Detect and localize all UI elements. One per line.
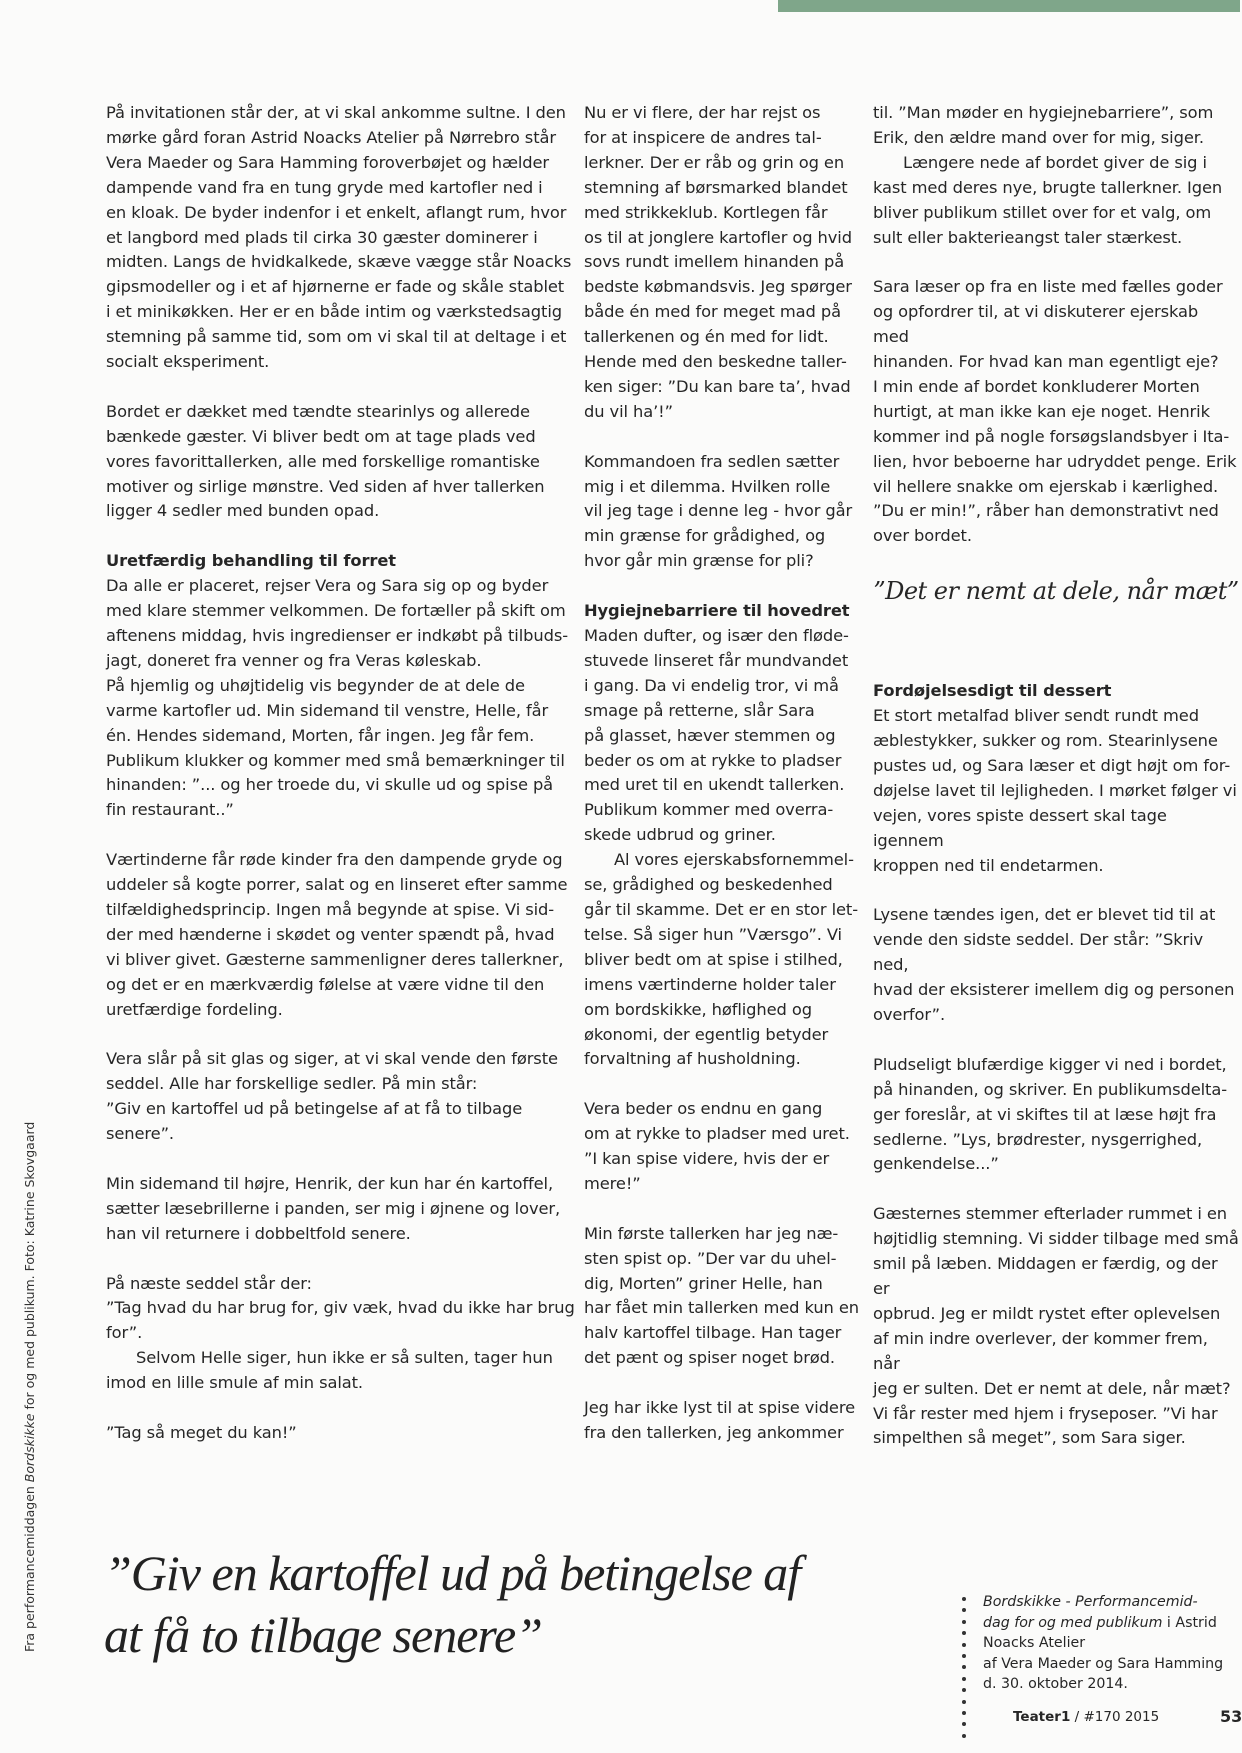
paragraph: Lysene tændes igen, det er blevet tid til at vende den sidste seddel. Der står: ”Skriv ned, hvad der eksisterer imellem dig og personen overfor”. [873, 905, 1235, 1025]
paragraph: Min første tallerken har jeg næ- sten spist op. ”Der var du uhel- dig, Morten” griner Helle, han har fået min tallerken med kun en halv kartoffel tilbage. Han tager det pænt og spiser noget brød. [584, 1223, 859, 1368]
paragraph: Et stort metalfad bliver sendt rundt med æblestykker, sukker og rom. Stearinlysene pustes ud, og Sara læser et digt højt om for- døjelse lavet til lejligheden. I mørket følger vi vejen, vores spiste dessert skal tage igennem kroppen ned til endetarmen. [873, 706, 1237, 875]
subheading: Uretfærdig behandling til forret [106, 551, 396, 571]
column-3 [873, 101, 1239, 1451]
subheading: Fordøjelsesdigt til dessert [873, 681, 1112, 701]
paragraph: Vera slår på sit glas og siger, at vi skal vende den første seddel. Alle har forskellige sedler. På min står: ”Giv en kartoffel ud på betingelse af at få to tilbage senere”. [106, 1049, 558, 1144]
paragraph: På næste seddel står der: ”Tag hvad du har brug for, giv væk, hvad du ikke har brug for”. [106, 1273, 575, 1343]
top-accent-bar [778, 0, 1240, 12]
caption-dots [962, 1597, 968, 1738]
page-number: 53 [1220, 1707, 1242, 1726]
column-1 [106, 101, 576, 1446]
paragraph: til. ”Man møder en hygiejnebarriere”, som Erik, den ældre mand over for mig, siger. [873, 103, 1214, 147]
paragraph: På invitationen står der, at vi skal ankomme sultne. I den mørke gård foran Astrid Noacks Atelier på Nørrebro står Vera Maeder og Sara Hamming foroverbøjet og hælder dampende vand fra en tung gryde med kartofler ned i en kloak. De byder indenfor i et enkelt, aflangt rum, hvor et langbord med plads til cirka 30 gæster dominerer i midten. Langs de hvidkalkede, skæve vægge står Noacks gipsmodeller og i et af hjørnerne er fade og skåle stablet i et minikøkken. Her er en både intim og værkstedsagtig stemning på samme tid, som om vi skal til at deltage i et socialt eksperiment. [106, 103, 572, 372]
paragraph: Da alle er placeret, rejser Vera og Sara sig op og byder med klare stemmer velkommen. De fortæller på skift om aftenens middag, hvis ingredienser er indkøbt på tilbuds- jagt, doneret fra venner og fra Veras køleskab. På hjemlig og uhøjtidelig vis begynder de at dele de varme kartofler ud. Min sidemand til venstre, Helle, får én. Hendes sidemand, Morten, får ingen. Jeg får fem. Publikum klukker og kommer med små bemærkninger til hinanden: ”... og her troede du, vi skulle ud og spise på fin restaurant..” [106, 576, 568, 820]
paragraph: Al vores ejerskabsfornemmel- se, grådighed og beskedenhed går til skamme. Det er en stor let- telse. Så siger hun ”Værsgo”. Vi bliver bedt om at spise i stilhed, imens værtinderne holder taler om bordskikke, høflighed og økonomi, der egentlig betyder forvaltning af husholdning. [584, 850, 858, 1069]
paragraph: ”Tag så meget du kan!” [106, 1422, 297, 1442]
paragraph: Bordet er dækket med tændte stearinlys og allerede bænkede gæster. Vi bliver bedt om at tage plads ved vores favorittallerken, alle med forskellige romantiske motiver og sirlige mønstre. Ved siden af hver tallerken ligger 4 sedler med bunden opad. [106, 401, 545, 521]
subheading: Hygiejnebarriere til hovedret [584, 601, 850, 621]
paragraph: Nu er vi flere, der har rejst os for at inspicere de andres tal- lerkner. Der er råb og grin og en stemning af børsmarked blandet med strikkeklub. Kortlegen får os til at jonglere kartofler og hvid sovs rundt imellem hinanden på bedste købmandsvis. Jeg spørger både én med for meget mad på tallerkenen og én med for lidt. Hende med den beskedne taller- ken siger: ”Du kan bare ta’, hvad du vil ha’!” [584, 103, 852, 421]
paragraph: Jeg har ikke lyst til at spise videre fra den tallerken, jeg ankommer [584, 1398, 856, 1442]
paragraph: Sara læser op fra en liste med fælles goder og opfordrer til, at vi diskuterer ejerskab med hinanden. For hvad kan man egentligt eje? I min ende af bordet konkluderer Morten hurtigt, at man ikke kan eje noget. Henrik kommer ind på nogle forsøgslandsbyer i Ita- lien, hvor beboerne har udryddet penge. Erik vil hellere snakke om ejerskab i kærlighed. ”Du er min!”, råber han demonstrativt ned over bordet. [873, 277, 1237, 546]
paragraph: Kommandoen fra sedlen sætter mig i et dilemma. Hvilken rolle vil jeg tage i denne leg - hvor går min grænse for grådighed, og hvor går min grænse for pli? [584, 451, 853, 571]
caption: Bordskikke - Performancemid- dag for og med publikum i Astrid Noacks Atelier af Vera Maeder og Sara Hamming d. 30. oktober 2014. [983, 1594, 1224, 1692]
photo-credit: Fra performancemiddagen Bordskikke for og med publikum. Foto: Katrine Skovgaard [22, 1121, 37, 1652]
inline-quote: ”Det er nemt at dele, når mæt” [873, 577, 1239, 605]
paragraph: Vera beder os endnu en gang om at rykke to pladser med uret. ”I kan spise videre, hvis der er mere!” [584, 1099, 850, 1193]
footer-magazine: Teater1 / #170 2015 [1013, 1709, 1160, 1725]
paragraph: Selvom Helle siger, hun ikke er så sulten, tager hun imod en lille smule af min salat. [106, 1348, 553, 1393]
paragraph: Maden dufter, og især den fløde- stuvede linseret får mundvandet i gang. Da vi endelig tror, vi må smage på retterne, slår Sara på glasset, hæver stemmen og beder os om at rykke to pladser med uret til en ukendt tallerken. Publikum kommer med overra- skede udbrud og griner. [584, 626, 849, 845]
paragraph: Min sidemand til højre, Henrik, der kun har én kartoffel, sætter læsebrillerne i panden, ser mig i øjnene og lover, han vil returnere i dobbeltfold senere. [106, 1173, 561, 1243]
paragraph: Gæsternes stemmer efterlader rummet i en højtidlig stemning. Vi sidder tilbage med små smil på læben. Middagen er færdig, og der er opbrud. Jeg er mildt rystet efter oplevelsen af min indre overlever, der kommer frem, når jeg er sulten. Det er nemt at dele, når mæt? Vi får rester med hjem i fryseposer. ”Vi har simpelthen så meget”, som Sara siger. [873, 1204, 1239, 1448]
paragraph: Værtinderne får røde kinder fra den dampende gryde og uddeler så kogte porrer, salat og en linseret efter samme tilfældighedsprincip. Ingen må begynde at spise. Vi sid- der med hænderne i skødet og venter spændt på, hvad vi bliver givet. Gæsterne sammenligner deres tallerkner, og det er en mærkværdig følelse at være vidne til den uretfærdige fordeling. [106, 850, 568, 1019]
column-2 [584, 101, 862, 1446]
paragraph: Længere nede af bordet giver de sig i kast med deres nye, brugte tallerkner. Igen bliver publikum stillet over for et valg, om sult eller bakterieangst taler stærkest. [873, 152, 1223, 247]
pull-quote: ”Giv en kartoffel ud på betingelse af at få to tilbage senere” [104, 1545, 801, 1663]
paragraph: Pludseligt blufærdige kigger vi ned i bordet, på hinanden, og skriver. En publikumsdelta- ger foreslår, at vi skiftes til at læse højt fra sedlerne. ”Lys, brødrester, nysgerrighed, genkendelse...” [873, 1054, 1227, 1174]
